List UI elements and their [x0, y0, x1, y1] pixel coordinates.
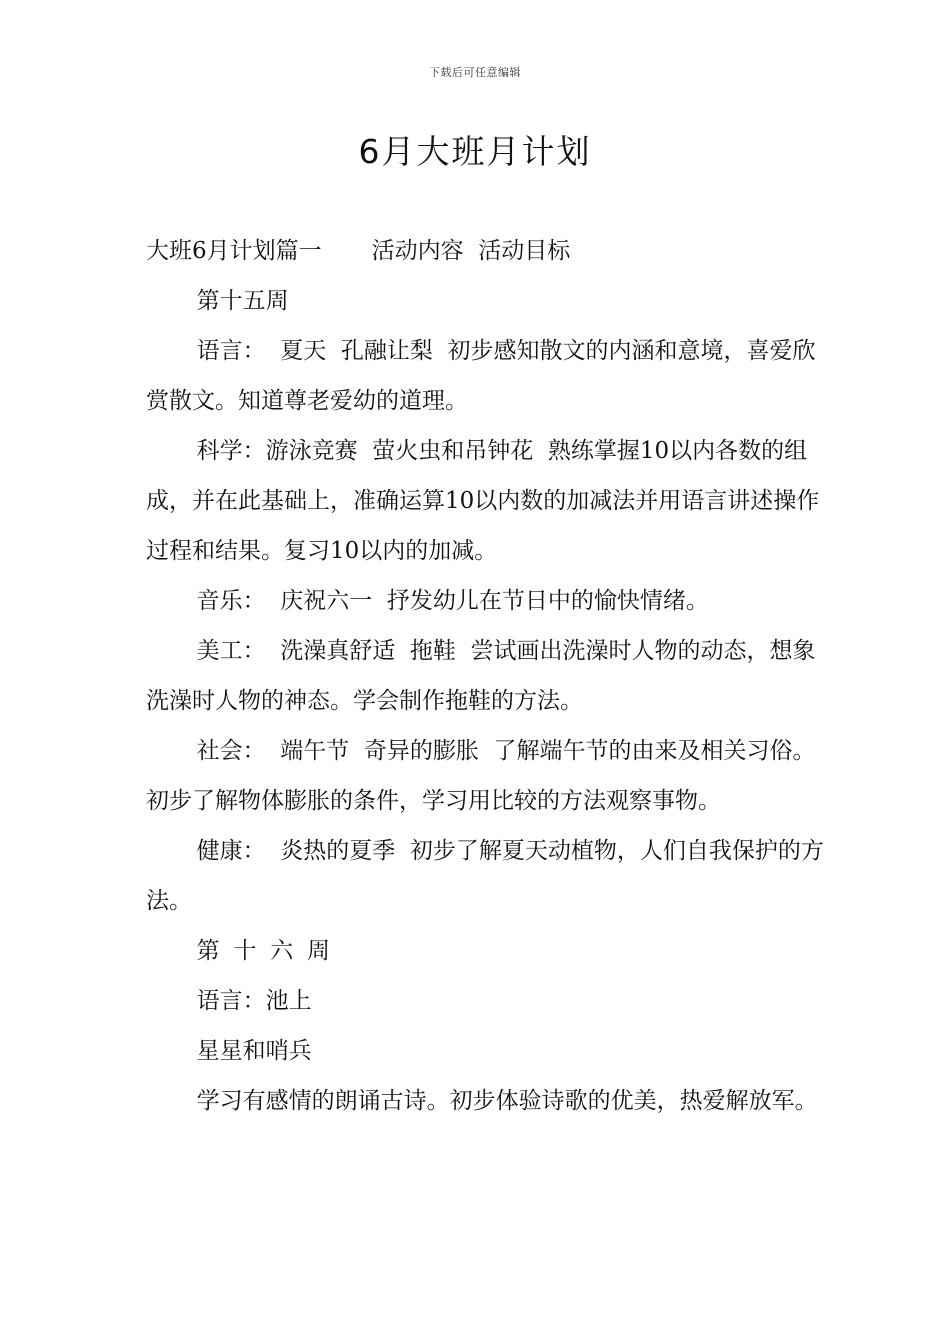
paragraph-music15: 音乐： 庆祝六一 抒发幼儿在节日中的愉快情绪。	[196, 588, 709, 614]
paragraph-week15: 第十五周	[196, 288, 289, 314]
lead-columns: 活动内容 活动目标	[371, 238, 571, 264]
paragraph-science15: 科学：游泳竞赛 萤火虫和吊钟花 熟练掌握10以内各数的组成，并在此基础上，准确运算10以内数的加减法并用语言讲述操作过程和结果。复习10以内的加减。	[146, 438, 820, 564]
paragraph-week16: 第十六周	[196, 938, 344, 964]
paragraph-art15: 美工： 洗澡真舒适 拖鞋 尝试画出洗澡时人物的动态，想象洗澡时人物的神态。学会制作拖鞋的方法。	[146, 638, 816, 714]
paragraph-language16a: 语言：池上	[196, 988, 312, 1014]
paragraph-language16c: 学习有感情的朗诵古诗。初步体验诗歌的优美，热爱解放军。	[196, 1088, 818, 1114]
paragraph-language16b: 星星和哨兵	[196, 1038, 312, 1064]
paragraph-language15: 语言： 夏天 孔融让梨 初步感知散文的内涵和意境，喜爱欣赏散文。知道尊老爱幼的道理。	[146, 338, 816, 414]
paragraph-social15: 社会： 端午节 奇异的膨胀 了解端午节的由来及相关习俗。初步了解物体膨胀的条件，学习用比较的方法观察事物。	[146, 738, 816, 814]
header-note: 下载后可任意编辑	[429, 66, 521, 79]
lead-label: 大班6月计划篇一	[146, 238, 322, 264]
document-body	[146, 226, 826, 1126]
page-title: 6月大班月计划	[358, 132, 592, 171]
paragraph-health15: 健康： 炎热的夏季 初步了解夏天动植物，人们自我保护的方法。	[146, 838, 824, 914]
lead-line	[146, 226, 826, 276]
